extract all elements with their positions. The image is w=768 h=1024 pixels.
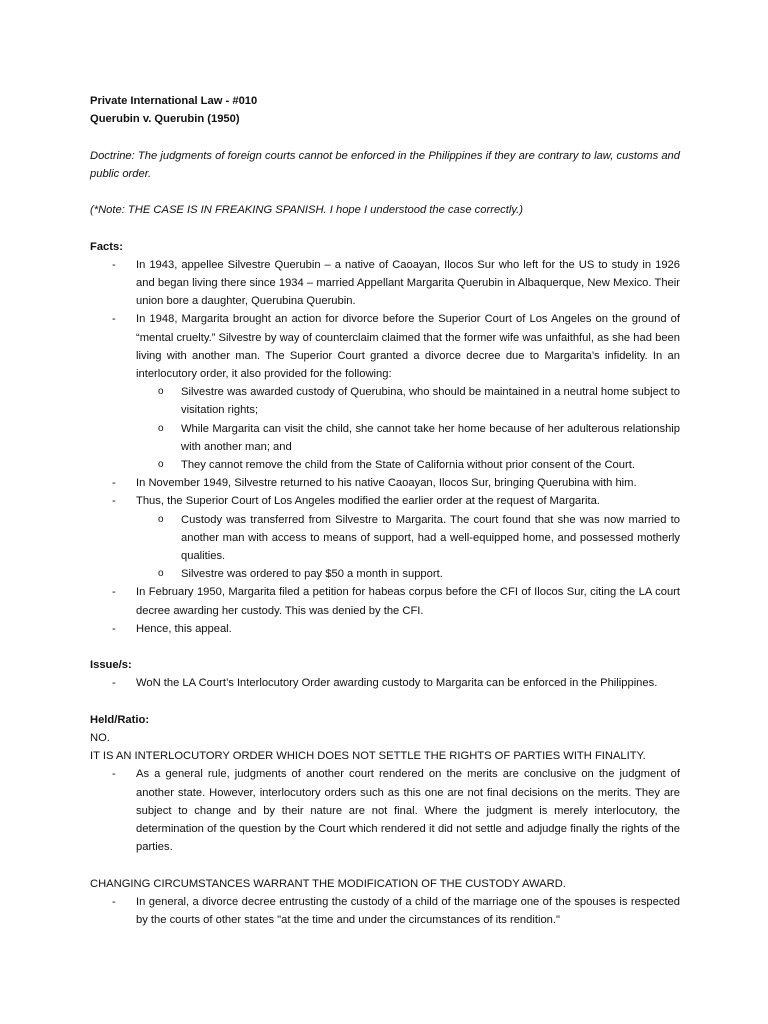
dash-marker: -	[112, 895, 116, 908]
subbullet-text: Silvestre was ordered to pay $50 a month in support.	[181, 568, 443, 581]
held-heading: Held/Ratio:	[90, 713, 150, 726]
held-bullet	[90, 765, 680, 856]
bullet-text: In general, a divorce decree entrusting the custody of a child of the marriage one of the spouses is respected by the courts of other states "at the time and under the circumstances of its rendition."	[136, 895, 680, 927]
bullet-text: As a general rule, judgments of another court rendered on the merits are conclusive on the judgment of another state. However, interlocutory orders such as this one are not final decisions on the merits. They are subject to change and by their nature are not final. Where the judgment is merely interlocutory, the determination of the question by the Court which rendered it did not settle and adjudge finally the rights of the parties.	[136, 768, 680, 854]
case-title: Querubin v. Querubin (1950)	[90, 113, 240, 126]
bullet-text: In 1948, Margarita brought an action for divorce before the Superior Court of Los Angeles on the ground of “mental cruelty.” Silvestre by way of counterclaim claimed that the former wife was unfaithful, as she had been living with another man. The Superior Court granted a divorce decree due to Margarita’s infidelity. In an interlocutory order, it also provided for the following:	[136, 313, 680, 380]
facts-heading: Facts:	[90, 240, 123, 253]
facts-bullet	[90, 474, 680, 492]
facts-bullet	[90, 492, 680, 510]
dash-marker: -	[112, 586, 116, 599]
bullet-text: In November 1949, Silvestre returned to his native Caoayan, Ilocos Sur, bringing Querubina with him.	[136, 477, 637, 490]
facts-bullet	[90, 620, 680, 638]
issue-bullet	[90, 674, 680, 692]
circle-marker: o	[158, 568, 164, 580]
bullet-text: In February 1950, Margarita filed a petition for habeas corpus before the CFI of Ilocos Sur, citing the LA court decree awarding her custody. This was denied by the CFI.	[136, 586, 680, 617]
ratio-heading-1: IT IS AN INTERLOCUTORY ORDER WHICH DOES NOT SETTLE THE RIGHTS OF PARTIES WITH FINALITY.	[90, 750, 646, 763]
circle-marker: o	[158, 513, 164, 525]
ratio-heading-2: CHANGING CIRCUMSTANCES WARRANT THE MODIFICATION OF THE CUSTODY AWARD.	[90, 877, 566, 890]
facts-subbullet	[90, 565, 680, 583]
circle-marker: o	[158, 422, 164, 434]
circle-marker: o	[158, 386, 164, 398]
dash-marker: -	[112, 258, 116, 271]
subbullet-text: Custody was transferred from Silvestre to Margarita. The court found that she was now married to another man with access to means of support, had a well-equipped home, and possessed motherly qualities.	[181, 513, 680, 563]
dash-marker: -	[112, 677, 116, 690]
facts-subbullet	[90, 456, 680, 474]
bullet-text: WoN the LA Court’s Interlocutory Order awarding custody to Margarita can be enforced in the Philippines.	[136, 677, 658, 690]
issue-heading: Issue/s:	[90, 659, 132, 672]
bullet-text: Hence, this appeal.	[136, 622, 232, 635]
subbullet-text: While Margarita can visit the child, she cannot take her home because of her adulterous relationship with another man; and	[181, 422, 680, 453]
facts-subbullet	[90, 383, 680, 419]
document-title: Private International Law - #010	[90, 95, 258, 107]
held-answer: NO.	[90, 732, 110, 745]
circle-marker: o	[158, 459, 164, 471]
doctrine-paragraph: Doctrine: The judgments of foreign courts cannot be enforced in the Philippines if they are contrary to law, customs and public order.	[90, 149, 680, 180]
dash-marker: -	[112, 622, 116, 635]
subbullet-text: Silvestre was awarded custody of Querubina, who should be maintained in a neutral home subject to visitation rights;	[181, 386, 680, 417]
facts-bullet	[90, 256, 680, 311]
dash-marker: -	[112, 495, 116, 508]
facts-subbullet	[90, 511, 680, 566]
bullet-text: In 1943, appellee Silvestre Querubin – a native of Caoayan, Ilocos Sur who left for the US to study in 1926 and began living there since 1934 – married Appellant Margarita Querubin in Albaquerque, New Mexico. Their union bore a daughter, Querubina Querubin.	[136, 258, 680, 308]
dash-marker: -	[112, 313, 116, 326]
note-paragraph: (*Note: THE CASE IS IN FREAKING SPANISH. I hope I understood the case correctly.)	[90, 204, 523, 217]
dash-marker: -	[112, 477, 116, 490]
held-bullet	[90, 893, 680, 929]
facts-bullet	[90, 310, 680, 383]
bullet-text: Thus, the Superior Court of Los Angeles modified the earlier order at the request of Margarita.	[136, 495, 600, 508]
document-page	[90, 92, 680, 929]
facts-bullet	[90, 583, 680, 619]
subbullet-text: They cannot remove the child from the State of California without prior consent of the Court.	[181, 459, 635, 472]
dash-marker: -	[112, 768, 116, 781]
facts-subbullet	[90, 420, 680, 456]
